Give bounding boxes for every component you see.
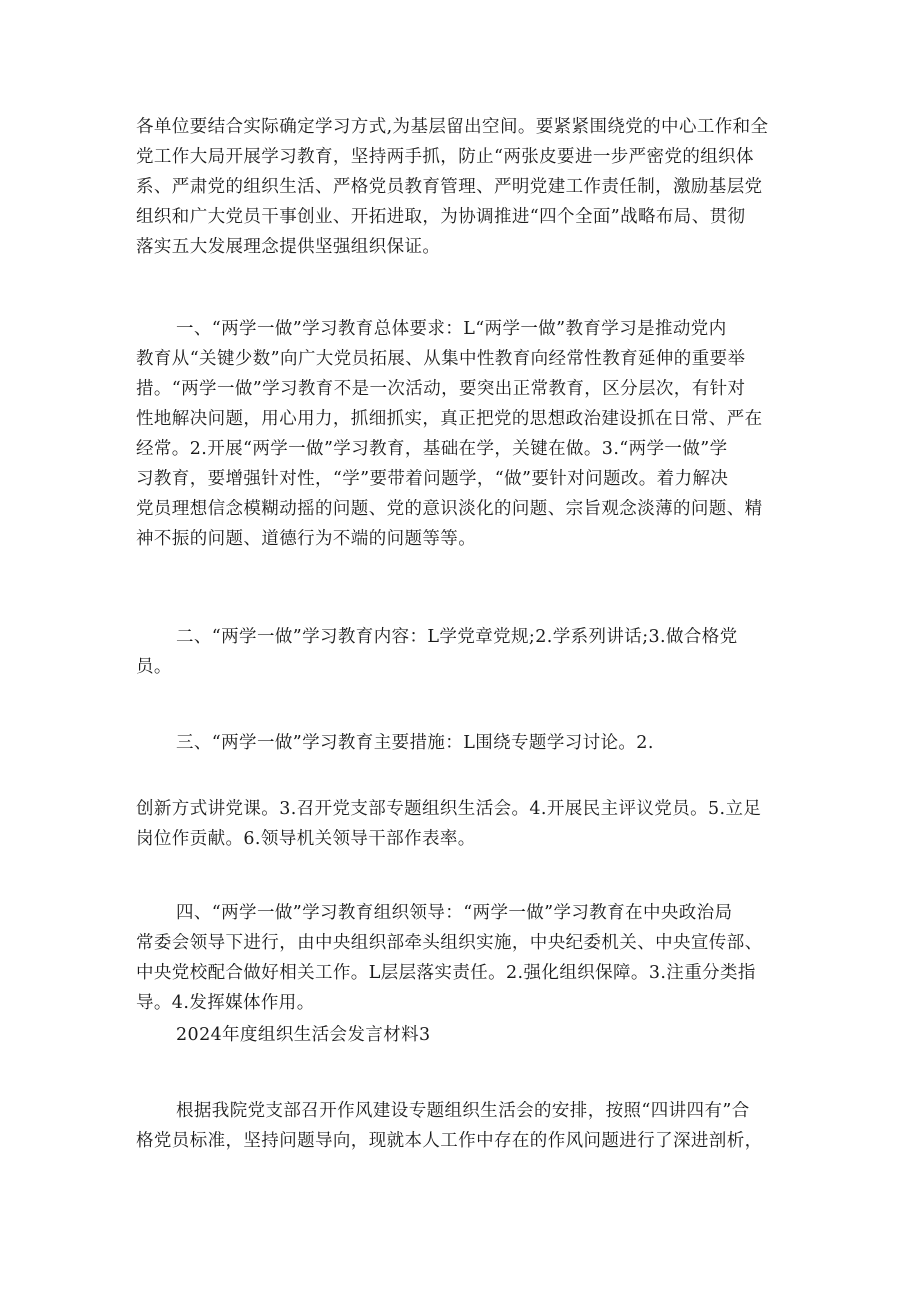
text-line: 导。4.发挥媒体作用。 xyxy=(136,993,315,1013)
text-line: 系、严肃党的组织生活、严格党员教育管理、严明党建工作责任制，激励基层党 xyxy=(136,177,763,197)
section-title: 2024年度组织生活会发言材料3 xyxy=(176,1025,431,1045)
text-line: 常委会领导下进行，由中央组织部牵头组织实施，中央纪委机关、中央宣传部、 xyxy=(136,933,763,953)
paragraph-overall-requirements xyxy=(136,314,788,554)
text-line: 根据我院党支部召开作风建设专题组织生活会的安排，按照“四讲四有”合 xyxy=(176,1101,750,1121)
text-line: 员。 xyxy=(136,657,172,677)
text-line: 党工作大局开展学习教育，坚持两手抓，防止“两张皮要进一步严密党的组织体 xyxy=(136,147,754,167)
text-line: 习教育，要增强针对性，“学”要带着问题学，“做”要针对问题改。着力解决 xyxy=(136,469,729,489)
text-line: 各单位要结合实际确定学习方式,为基层留出空间。要紧紧围绕党的中心工作和全 xyxy=(136,117,769,137)
text-line: 三、“两学一做”学习教育主要措施：L围绕专题学习讨论。2. xyxy=(176,733,654,753)
text-line: 措。“两学一做”学习教育不是一次活动，要突出正常教育，区分层次，有针对 xyxy=(136,379,746,399)
text-line: 教育从“关键少数”向广大党员拓展、从集中性教育向经常性教育延伸的重要举 xyxy=(136,349,746,369)
text-line: 党员理想信念模糊动摇的问题、党的意识淡化的问题、宗旨观念淡薄的问题、精 xyxy=(136,499,763,519)
text-line: 神不振的问题、道德行为不端的问题等等。 xyxy=(136,529,477,549)
text-line: 经常。2.开展“两学一做”学习教育，基础在学，关键在做。3.“两学一做”学 xyxy=(136,439,728,459)
text-line: 二、“两学一做”学习教育内容：L学党章党规;2.学系列讲话;3.做合格党 xyxy=(176,627,738,647)
paragraph-organization-leadership xyxy=(136,898,788,1018)
text-line: 岗位作贡献。6.领导机关领导干部作表率。 xyxy=(136,829,476,849)
paragraph-self-analysis xyxy=(136,1096,788,1156)
text-line: 创新方式讲党课。3.召开党支部专题组织生活会。4.开展民主评议党员。5.立足 xyxy=(136,799,762,819)
text-line: 一、“两学一做”学习教育总体要求：L“两学一做”教育学习是推动党内 xyxy=(176,319,727,339)
paragraph-measures-continued xyxy=(136,794,788,854)
paragraph-main-measures xyxy=(136,728,788,758)
paragraph-unit-study-methods xyxy=(136,112,788,262)
text-line: 性地解决问题，用心用力，抓细抓实，真正把党的思想政治建设抓在日常、严在 xyxy=(136,409,763,429)
text-line: 落实五大发展理念提供坚强组织保证。 xyxy=(136,237,441,257)
text-line: 组织和广大党员干事创业、开拓进取，为协调推进“四个全面”战略布局、贯彻 xyxy=(136,207,746,227)
text-line: 四、“两学一做”学习教育组织领导：“两学一做”学习教育在中央政治局 xyxy=(176,903,733,923)
text-line: 中央党校配合做好相关工作。L层层落实责任。2.强化组织保障。3.注重分类指 xyxy=(136,963,756,983)
text-line: 格党员标准，坚持问题导向，现就本人工作中存在的作风问题进行了深进剖析， xyxy=(136,1131,763,1151)
paragraph-education-content xyxy=(136,622,788,682)
